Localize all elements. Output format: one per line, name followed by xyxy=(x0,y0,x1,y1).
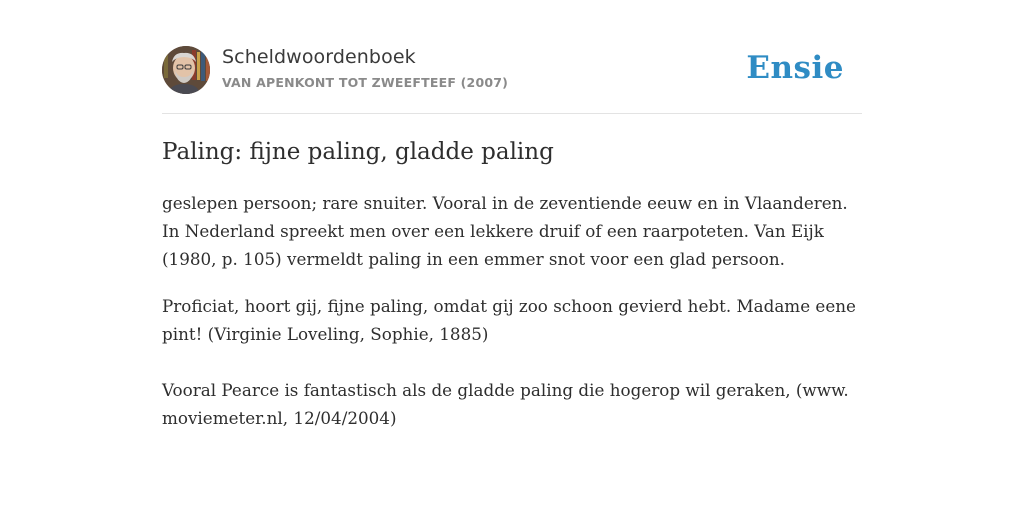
source-name[interactable]: Scheldwoordenboek xyxy=(222,46,416,68)
paragraph-line: In Nederland spreekt men over een lekkere druif of een raarpoteten. Van Eijk xyxy=(162,221,824,241)
author-avatar[interactable] xyxy=(162,46,210,94)
paragraph-line: geslepen persoon; rare snuiter. Vooral in de zeventiende eeuw en in Vlaanderen. xyxy=(162,193,848,213)
entry-card xyxy=(162,46,862,432)
quote-paragraph xyxy=(162,376,862,432)
quote-paragraph xyxy=(162,292,862,348)
paragraph-line: (1980, p. 105) vermeldt paling in een emmer snot voor een glad persoon. xyxy=(162,249,785,269)
definition-paragraph xyxy=(162,189,862,273)
paragraph-line: pint! (Virginie Loveling, Sophie, 1885) xyxy=(162,324,489,344)
author-portrait-icon xyxy=(162,46,210,94)
entry-title: Paling: fijne paling, gladde paling xyxy=(162,139,554,165)
paragraph-line: Proficiat, hoort gij, fijne paling, omdat gij zoo schoon gevierd hebt. Madame eene xyxy=(162,296,856,316)
entry-body xyxy=(162,189,862,432)
source-header xyxy=(162,46,862,114)
source-subtitle: VAN APENKONT TOT ZWEEFTEEF (2007) xyxy=(222,75,509,90)
paragraph-line: moviemeter.nl, 12/04/2004) xyxy=(162,408,397,428)
ensie-logo[interactable]: Ensie xyxy=(746,50,844,86)
paragraph-line: Vooral Pearce is fantastisch als de gladde paling die hogerop wil geraken, (www. xyxy=(162,380,849,400)
